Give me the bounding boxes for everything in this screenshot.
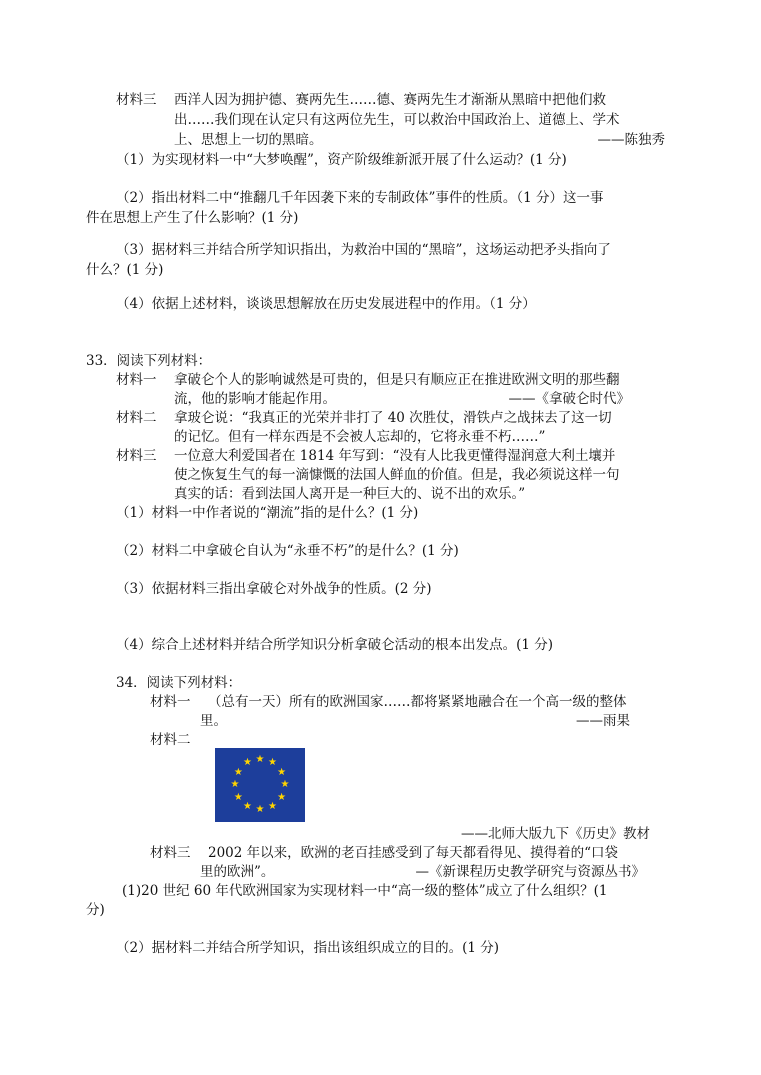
flag-star-icon: ★ [268,800,277,812]
flag-star-icon: ★ [255,754,265,765]
q34-title: 34．阅读下列材料： [116,675,242,691]
q34-material3-line1: 材料三 2002 年以来，欧洲的老百挂感受到了每天都看得见、摸得着的“口袋 [150,845,619,861]
q33-material3-label: 材料三 [116,448,157,464]
q32-material3-label: 材料三 [116,92,157,108]
q33-material1-line2: 流，他的影响才能起作用。 [174,391,336,407]
q34-material2-attribution: ——北师大版九下《历史》教材 [461,826,650,842]
flag-star-icon: ★ [277,766,287,778]
q32-material3-attribution: ——陈独秀 [597,132,665,148]
q32-question3-line2: 什么？(1 分) [86,262,164,278]
q33-material3-line1: 材料三 一位意大利爱国者在 1814 年写到：“没有人比我更懂得湿润意大利土壤并 [116,448,616,464]
flag-star-icon: ★ [277,791,287,803]
q33-material1-attribution: ——《拿破仑时代》 [508,391,630,407]
q34-material3-attribution: —《新课程历史教学研究与资源丛书》 [415,864,645,880]
q33-question3: （3）依据材料三指出拿破仑对外战争的性质。(2 分) [116,581,432,597]
q34-material1-line1: 材料一 （总有一天）所有的欧洲国家……都将紧紧地融合在一个高一级的整体 [150,694,627,710]
q33-material2-label: 材料二 [116,410,157,426]
q34-material3-label: 材料三 [150,845,191,861]
flag-star-icon: ★ [255,804,265,815]
q32-material3-line1: 材料三 西洋人因为拥护德、赛两先生……德、赛两先生才渐渐从黑暗中把他们救 [116,92,606,108]
flag-star-icon: ★ [268,757,277,769]
q32-question2-line2: 件在思想上产生了什么影响？(1 分) [86,210,299,226]
q32-material3-line2: 出……我们现在认定只有这两位先生，可以救治中国政治上、道德上、学术 [174,112,620,128]
flag-star-icon: ★ [233,791,243,803]
q33-question4: （4）综合上述材料并结合所学知识分析拿破仑活动的根本出发点。(1 分) [116,637,554,653]
flag-star-icon: ★ [233,766,243,778]
q32-question4: （4）依据上述材料，谈谈思想解放在历史发展进程中的作用。（1 分） [116,296,536,312]
q34-question1-line1: (1)20 世纪 60 年代欧洲国家为实现材料一中“高一级的整体”成立了什么组织？(1 [122,883,608,899]
q33-material1-label: 材料一 [116,372,157,388]
flag-star-icon: ★ [230,779,240,790]
q32-question1: （1）为实现材料一中“大梦唤醒”，资产阶级维新派开展了什么运动？(1 分) [116,152,567,168]
q34-question2: （2）据材料二并结合所学知识，指出该组织成立的目的。(1 分) [116,940,500,956]
q33-material3-line3: 真实的话：看到法国人离开是一种巨大的、说不出的欢乐。” [174,486,526,502]
q32-material3-line3: 上、思想上一切的黑暗。 [174,132,323,148]
flag-star-icon: ★ [243,800,252,812]
q34-material1-attribution: ——雨果 [576,713,630,729]
q33-material1-line1: 材料一 拿破仑个人的影响诚然是可贵的，但是只有顺应正在推进欧洲文明的那些翻 [116,372,620,388]
q34-question1-line2: 分) [86,902,105,918]
q34-material1-line2: 里。 [200,713,227,729]
q32-question3-line1: （3）据材料三并结合所学知识指出，为救治中国的“黑暗”，这场运动把矛头指向了 [116,242,611,258]
q33-material3-line2: 使之恢复生气的每一滴慷慨的法国人鲜血的价值。但是，我必须说这样一句 [174,467,620,483]
flag-star-icon: ★ [280,779,290,790]
q34-material3-line2: 里的欧洲”。 [200,864,275,880]
q32-question2-line1: （2）指出材料二中“推翻几千年因袭下来的专制政体”事件的性质。（1 分）这一事 [116,190,604,206]
eu-flag-image [215,748,305,822]
q33-question1: （1）材料一中作者说的“潮流”指的是什么？(1 分) [116,505,419,521]
q34-material2-label: 材料二 [150,732,191,748]
q33-question2: （2）材料二中拿破仑自认为“永垂不朽”的是什么？(1 分) [116,543,459,559]
flag-star-icon: ★ [243,757,252,769]
q34-material1-label: 材料一 [150,694,191,710]
q33-material2-line2: 的记忆。但有一样东西是不会被人忘却的，它将永垂不朽……” [174,429,546,445]
q33-material2-line1: 材料二 拿玻仑说：“我真正的光荣并非打了 40 次胜仗，滑铁卢之战抹去了这一切 [116,410,612,426]
q33-title: 33．阅读下列材料： [86,353,212,369]
